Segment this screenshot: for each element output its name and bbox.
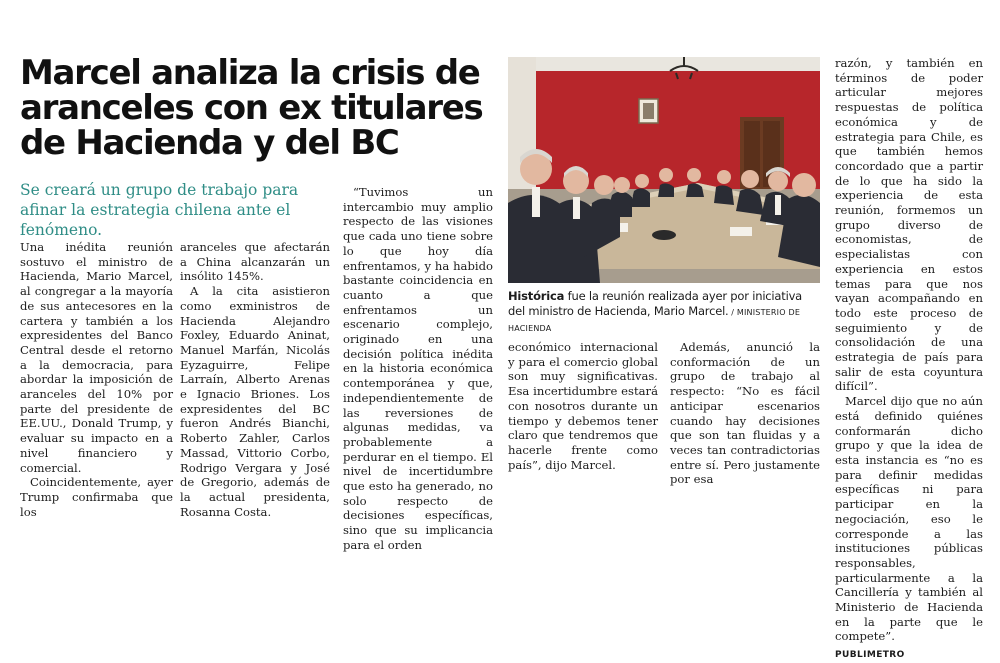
paragraph: Coincidentemente, ayer Trump confirmaba que los xyxy=(20,475,173,519)
article-column-5 xyxy=(670,340,820,487)
paragraph: Además, anunció la conformación de un grupo de trabajo al respecto: “No es fácil anticipar escenarios cuando hay decisiones que son tan fluidas y a veces tan contradictorias entre sí. Pero justamente por esa xyxy=(670,340,820,487)
photo-caption xyxy=(508,289,820,337)
deck-subtitle: Se creará un grupo de trabajo para afinar la estrategia chilena ante el fenómeno. xyxy=(20,181,299,239)
article-column-2 xyxy=(180,240,330,519)
paragraph: “Tuvimos un intercambio muy amplio respecto de las visiones que cada uno tiene sobre lo que hoy día enfrentamos, y ha habido bastante coincidencia en cuanto a que enfrentamos un escenario complejo, originado en una decisión política inédita en la historia económica contemporánea y que, independientemente de las reversiones de algunas medidas, va probablemente a perdurar en el tiempo. El nivel de incertidumbre que esto ha generado, no solo respecto de decisiones específicas, sino que su implicancia para el orden xyxy=(343,185,493,552)
caption-lead: Histórica xyxy=(508,289,565,303)
article-column-3 xyxy=(343,185,493,553)
paragraph: Marcel dijo que no aún está definido quiénes conformarán dicho grupo y que la idea de esta instancia es “no es para definir medidas específicas ni para participar en la negociación, eso le corresponde a las instituciones públicas responsables, particularmente a la Cancillería y también al Ministerio de Hacienda en la parte que le compete”. xyxy=(835,394,983,644)
paragraph: Una inédita reunión sostuvo el ministro de Hacienda, Mario Marcel, al congregar a la mayoría de sus antecesores en la cartera y también a los expresidentes del Banco Central desde el retorno a la democracia, para abordar la imposición de aranceles del 10% por parte del presidente de EE.UU., Donald Trump, y evaluar su impacto en a nivel financiero y comercial. xyxy=(20,240,173,475)
paragraph: A la cita asistieron como exministros de Hacienda Alejandro Foxley, Eduardo Aninat, Manuel Marfán, Nicolás Eyzaguirre, Felipe Larraín, Alberto Arenas e Ignacio Briones. Los expresidentes del BC fueron Andrés Bianchi, Roberto Zahler, Carlos Massad, Vittorio Corbo, Rodrigo Vergara y José de Gregorio, además de la actual presidenta, Rosanna Costa. xyxy=(180,284,330,519)
article-column-6 xyxy=(835,56,983,663)
source-label: PUBLIMETRO xyxy=(835,650,905,661)
meeting-room-photo xyxy=(508,57,820,283)
article-column-4 xyxy=(508,340,658,472)
paragraph: aranceles que afectarán a China alcanzarán un insólito 145%. xyxy=(180,240,330,284)
article-column-1 xyxy=(20,240,173,519)
headline: Marcel analiza la crisis de aranceles con ex titulares de Hacienda y del BC xyxy=(20,53,483,163)
paragraph: económico internacional y para el comercio global son muy significativas. Esa incertidumbre estará con nosotros durante un tiempo y debemos tener claro que tendremos que hacerle frente como país”, dijo Marcel. xyxy=(508,340,658,472)
meeting-photo-illustration xyxy=(508,57,820,283)
paragraph: razón, y también en términos de poder articular mejores respuestas de política económica y de estrategia para Chile, es que también hemos concordado que a partir de lo que ha sido la experiencia de esta reunión, formemos un grupo diverso de economistas, de especialistas con experiencia en estos temas para que nos vayan acompañando en todo este proceso de seguimiento y de consolidación de una estrategia de país para salir de esta coyuntura difícil”. xyxy=(835,56,983,394)
photo-credit: / MINISTERIO DE HACIENDA xyxy=(508,307,801,333)
caption-text: fue la reunión realizada ayer por iniciativa del ministro de Hacienda, Mario Marcel. xyxy=(508,289,803,318)
